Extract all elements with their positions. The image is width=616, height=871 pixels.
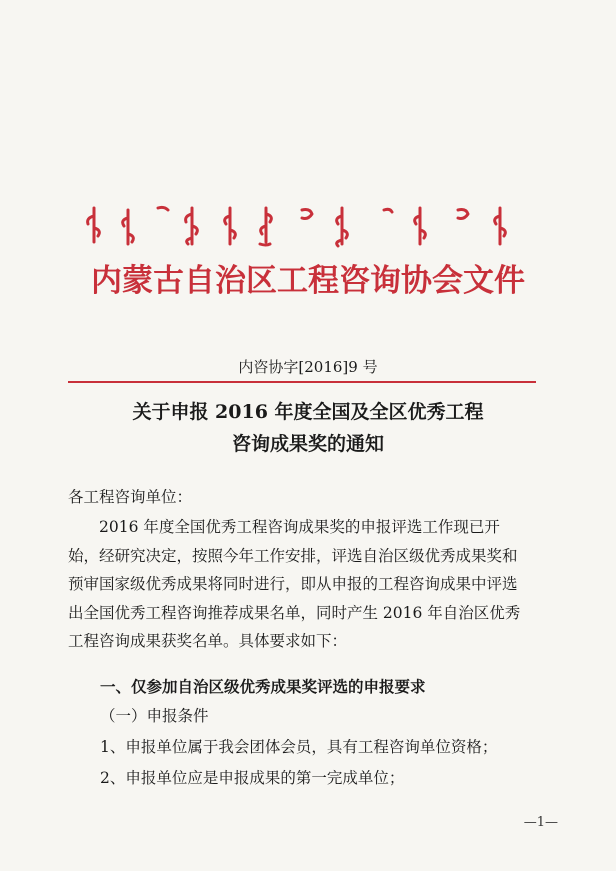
notice-title-line-2: 咨询成果奖的通知 — [231, 433, 384, 455]
requirement-item-1: 1、申报单位属于我会团体会员，具有工程咨询单位资格； — [100, 738, 498, 756]
document-number: 内咨协字[2016]9 号 — [238, 358, 378, 376]
mongolian-script-graphic — [80, 200, 530, 250]
notice-title-line-1: 关于申报 2016 年度全国及全区优秀工程 — [132, 401, 484, 423]
requirement-item-2: 2、申报单位应是申报成果的第一完成单位； — [100, 769, 405, 787]
paragraph-line: 工程咨询成果获奖名单。具体要求如下： — [68, 632, 348, 650]
paragraph-line: 始，经研究决定，按照今年工作安排，评选自治区级优秀成果奖和 — [68, 546, 518, 565]
page-number: —1— — [523, 815, 558, 830]
notice-title — [0, 396, 616, 460]
paragraph-line: 出全国优秀工程咨询推荐成果名单，同时产生 2016 年自治区优秀 — [68, 603, 521, 622]
org-title: 内蒙古自治区工程咨询协会文件 — [91, 263, 525, 299]
salutation: 各工程咨询单位： — [68, 488, 193, 506]
section-heading-1: 一、仅参加自治区级优秀成果奖评选的申报要求 — [100, 677, 426, 696]
paragraph-line: 2016 年度全国优秀工程咨询成果奖的申报评选工作现已开 — [68, 518, 500, 536]
red-divider-line — [68, 381, 536, 383]
subsection-heading: （一）申报条件 — [100, 707, 209, 725]
paragraph-line: 预审国家级优秀成果将同时进行，即从申报的工程咨询成果中评选 — [68, 575, 518, 593]
intro-paragraph — [68, 513, 548, 656]
mongolian-script-header — [80, 200, 530, 250]
